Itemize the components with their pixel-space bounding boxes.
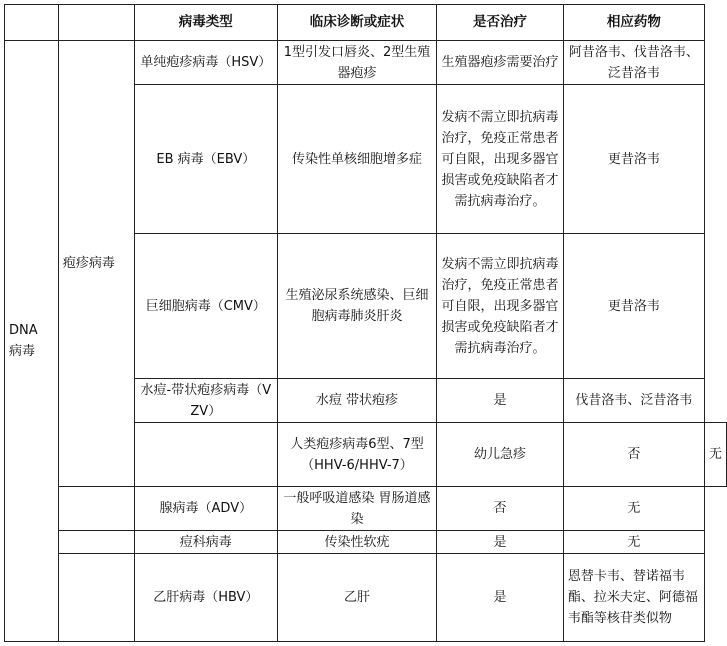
treatment: 生殖器疱疹需要治疗 xyxy=(437,41,564,85)
virus-type: 痘科病毒 xyxy=(134,531,277,554)
drugs: 无 xyxy=(704,423,726,487)
header-virus-type: 病毒类型 xyxy=(134,5,277,41)
virus-type: 腺病毒（ADV） xyxy=(134,487,277,531)
virus-type: 乙肝病毒（HBV） xyxy=(134,554,277,642)
diagnosis: 生殖泌尿系统感染、巨细胞病毒肺炎肝炎 xyxy=(277,234,436,379)
diagnosis: 一般呼吸道感染 胃肠道感染 xyxy=(277,487,436,531)
drugs: 更昔洛韦 xyxy=(563,234,704,379)
virus-type: EB 病毒（EBV） xyxy=(134,85,277,234)
empty-cell xyxy=(134,423,277,487)
diagnosis: 1型引发口唇炎、2型生殖器疱疹 xyxy=(277,41,436,85)
virus-type: 单纯疱疹病毒（HSV） xyxy=(134,41,277,85)
drugs: 更昔洛韦 xyxy=(563,85,704,234)
empty-cell xyxy=(58,554,134,642)
virus-type: 水痘-带状疱疹病毒（VZV） xyxy=(134,379,277,423)
treatment: 发病不需立即抗病毒治疗，免疫正常患者可自限，出现多器官损害或免疫缺陷者才需抗病毒治疗。 xyxy=(437,85,564,234)
treatment: 否 xyxy=(563,423,704,487)
header-cell xyxy=(58,5,134,41)
table-row xyxy=(5,531,727,554)
drugs: 无 xyxy=(563,487,704,531)
header-treatment: 是否治疗 xyxy=(437,5,564,41)
diagnosis: 传染性单核细胞增多症 xyxy=(277,85,436,234)
empty-cell xyxy=(58,531,134,554)
diagnosis: 幼儿急疹 xyxy=(437,423,564,487)
header-cell xyxy=(5,5,59,41)
category-cell: DNA 病毒 xyxy=(5,41,59,642)
diagnosis: 传染性软疣 xyxy=(277,531,436,554)
table-row xyxy=(5,487,727,531)
drugs: 阿昔洛韦、伐昔洛韦、泛昔洛韦 xyxy=(563,41,704,85)
virus-type: 人类疱疹病毒6型、7型（HHV-6/HHV-7） xyxy=(277,423,436,487)
drugs: 伐昔洛韦、泛昔洛韦 xyxy=(563,379,704,423)
header-row xyxy=(5,5,727,41)
subcategory-cell: 疱疹病毒 xyxy=(58,41,134,487)
drugs: 无 xyxy=(563,531,704,554)
treatment: 是 xyxy=(437,554,564,642)
virus-table xyxy=(4,4,727,642)
table-row xyxy=(5,41,727,85)
header-drugs: 相应药物 xyxy=(563,5,704,41)
treatment: 是 xyxy=(437,379,564,423)
treatment: 否 xyxy=(437,487,564,531)
table-row xyxy=(5,554,727,642)
treatment: 发病不需立即抗病毒治疗，免疫正常患者可自限，出现多器官损害或免疫缺陷者才需抗病毒治疗。 xyxy=(437,234,564,379)
drugs: 恩替卡韦、替诺福韦酯、拉米夫定、阿德福韦酯等核苷类似物 xyxy=(563,554,704,642)
treatment: 是 xyxy=(437,531,564,554)
header-diagnosis: 临床诊断或症状 xyxy=(277,5,436,41)
empty-cell xyxy=(58,487,134,531)
diagnosis: 水痘 带状疱疹 xyxy=(277,379,436,423)
virus-type: 巨细胞病毒（CMV） xyxy=(134,234,277,379)
diagnosis: 乙肝 xyxy=(277,554,436,642)
